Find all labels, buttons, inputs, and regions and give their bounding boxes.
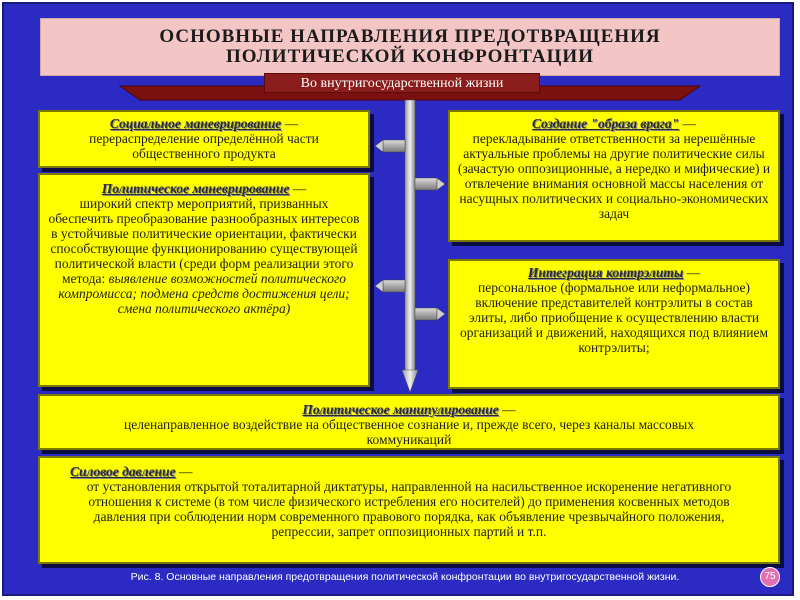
text-manipulation: целенаправленное воздействие на общественное сознание и, прежде всего, через каналы массовых коммуникаций	[124, 417, 694, 447]
arm-political-maneuver-tip	[375, 280, 383, 292]
dash-counter-elite: —	[683, 265, 701, 280]
arm-enemy-image	[415, 178, 437, 190]
arm-counter-elite	[415, 308, 437, 320]
title-line-2: ПОЛИТИЧЕСКОЙ КОНФРОНТАЦИИ	[226, 46, 594, 67]
box-force-pressure	[38, 456, 780, 564]
arm-enemy-image-tip	[437, 178, 445, 190]
dash-force: —	[175, 464, 193, 479]
subtitle-banner: Во внутригосударственной жизни	[264, 73, 540, 93]
stem-shaft	[405, 100, 415, 372]
term-political-maneuver: Политическое маневрирование	[101, 181, 290, 196]
term-counter-elite: Интеграция контрэлиты	[527, 265, 684, 280]
stem-arrowhead	[402, 370, 418, 392]
arm-social-tip	[375, 140, 383, 152]
arm-counter-elite-tip	[437, 308, 445, 320]
box-political-maneuvering	[38, 173, 370, 387]
arm-social	[383, 140, 405, 152]
box-enemy-image	[448, 110, 780, 242]
term-enemy-image: Создание "образа врага"	[531, 116, 680, 131]
box-social-maneuvering	[38, 110, 370, 168]
box-political-manipulation	[38, 394, 780, 450]
dash-social: —	[281, 116, 299, 131]
dash-enemy-image: —	[679, 116, 697, 131]
figure-caption: Рис. 8. Основные направления предотвращения политической конфронтации во внутригосударственной жизни.	[130, 571, 680, 583]
page-number-badge: 75	[760, 567, 780, 587]
text-political-maneuver-italic: выявление возможностей политического компромисса; подмена средств достижения цели; смена политического актёра)	[58, 271, 350, 316]
title-line-1: ОСНОВНЫЕ НАПРАВЛЕНИЯ ПРЕДОТВРАЩЕНИЯ	[159, 26, 661, 47]
text-social: перераспределение определённой части общественного продукта	[89, 131, 319, 161]
term-force: Силовое давление	[70, 464, 176, 479]
text-political-maneuver: широкий спектр мероприятий, призванных обеспечить преобразование разнообразных интересов в устойчивые политические ориентации, фактически способствующие функционированию существующей политической власти (среди форм реализации этого метода:	[48, 196, 360, 286]
arm-political-maneuver	[383, 280, 405, 292]
text-enemy-image: перекладывание ответственности за нерешённые актуальные проблемы на другие политические силы (зачастую оппозиционные, а нередко и мифические) и отвлечение внимания основной массы населения от насущных политических и социально-экономических задач	[457, 131, 771, 221]
term-manipulation: Политическое манипулирование	[302, 402, 499, 417]
text-force: от установления открытой тоталитарной диктатуры, направленной на насильственное искоренение негативного отношения к системе (в том числе физического истребления его носителей) до применения косвенных методов давления при соблюдении норм современного правового порядка, как объявление чрезвычайного положения, репрессии, запрет оппозиционных партий и т.п.	[86, 479, 732, 539]
dash-political-maneuver: —	[289, 181, 307, 196]
text-counter-elite: персональное (формальное или неформальное) включение представителей контрэлиты в состав элиты, либо приобщение к осуществлению власти организаций и движений, находящихся под влиянием контрэлиты;	[459, 280, 769, 355]
dash-manipulation: —	[498, 402, 516, 417]
box-counter-elite	[448, 259, 780, 389]
term-social: Социальное маневрирование	[109, 116, 282, 131]
